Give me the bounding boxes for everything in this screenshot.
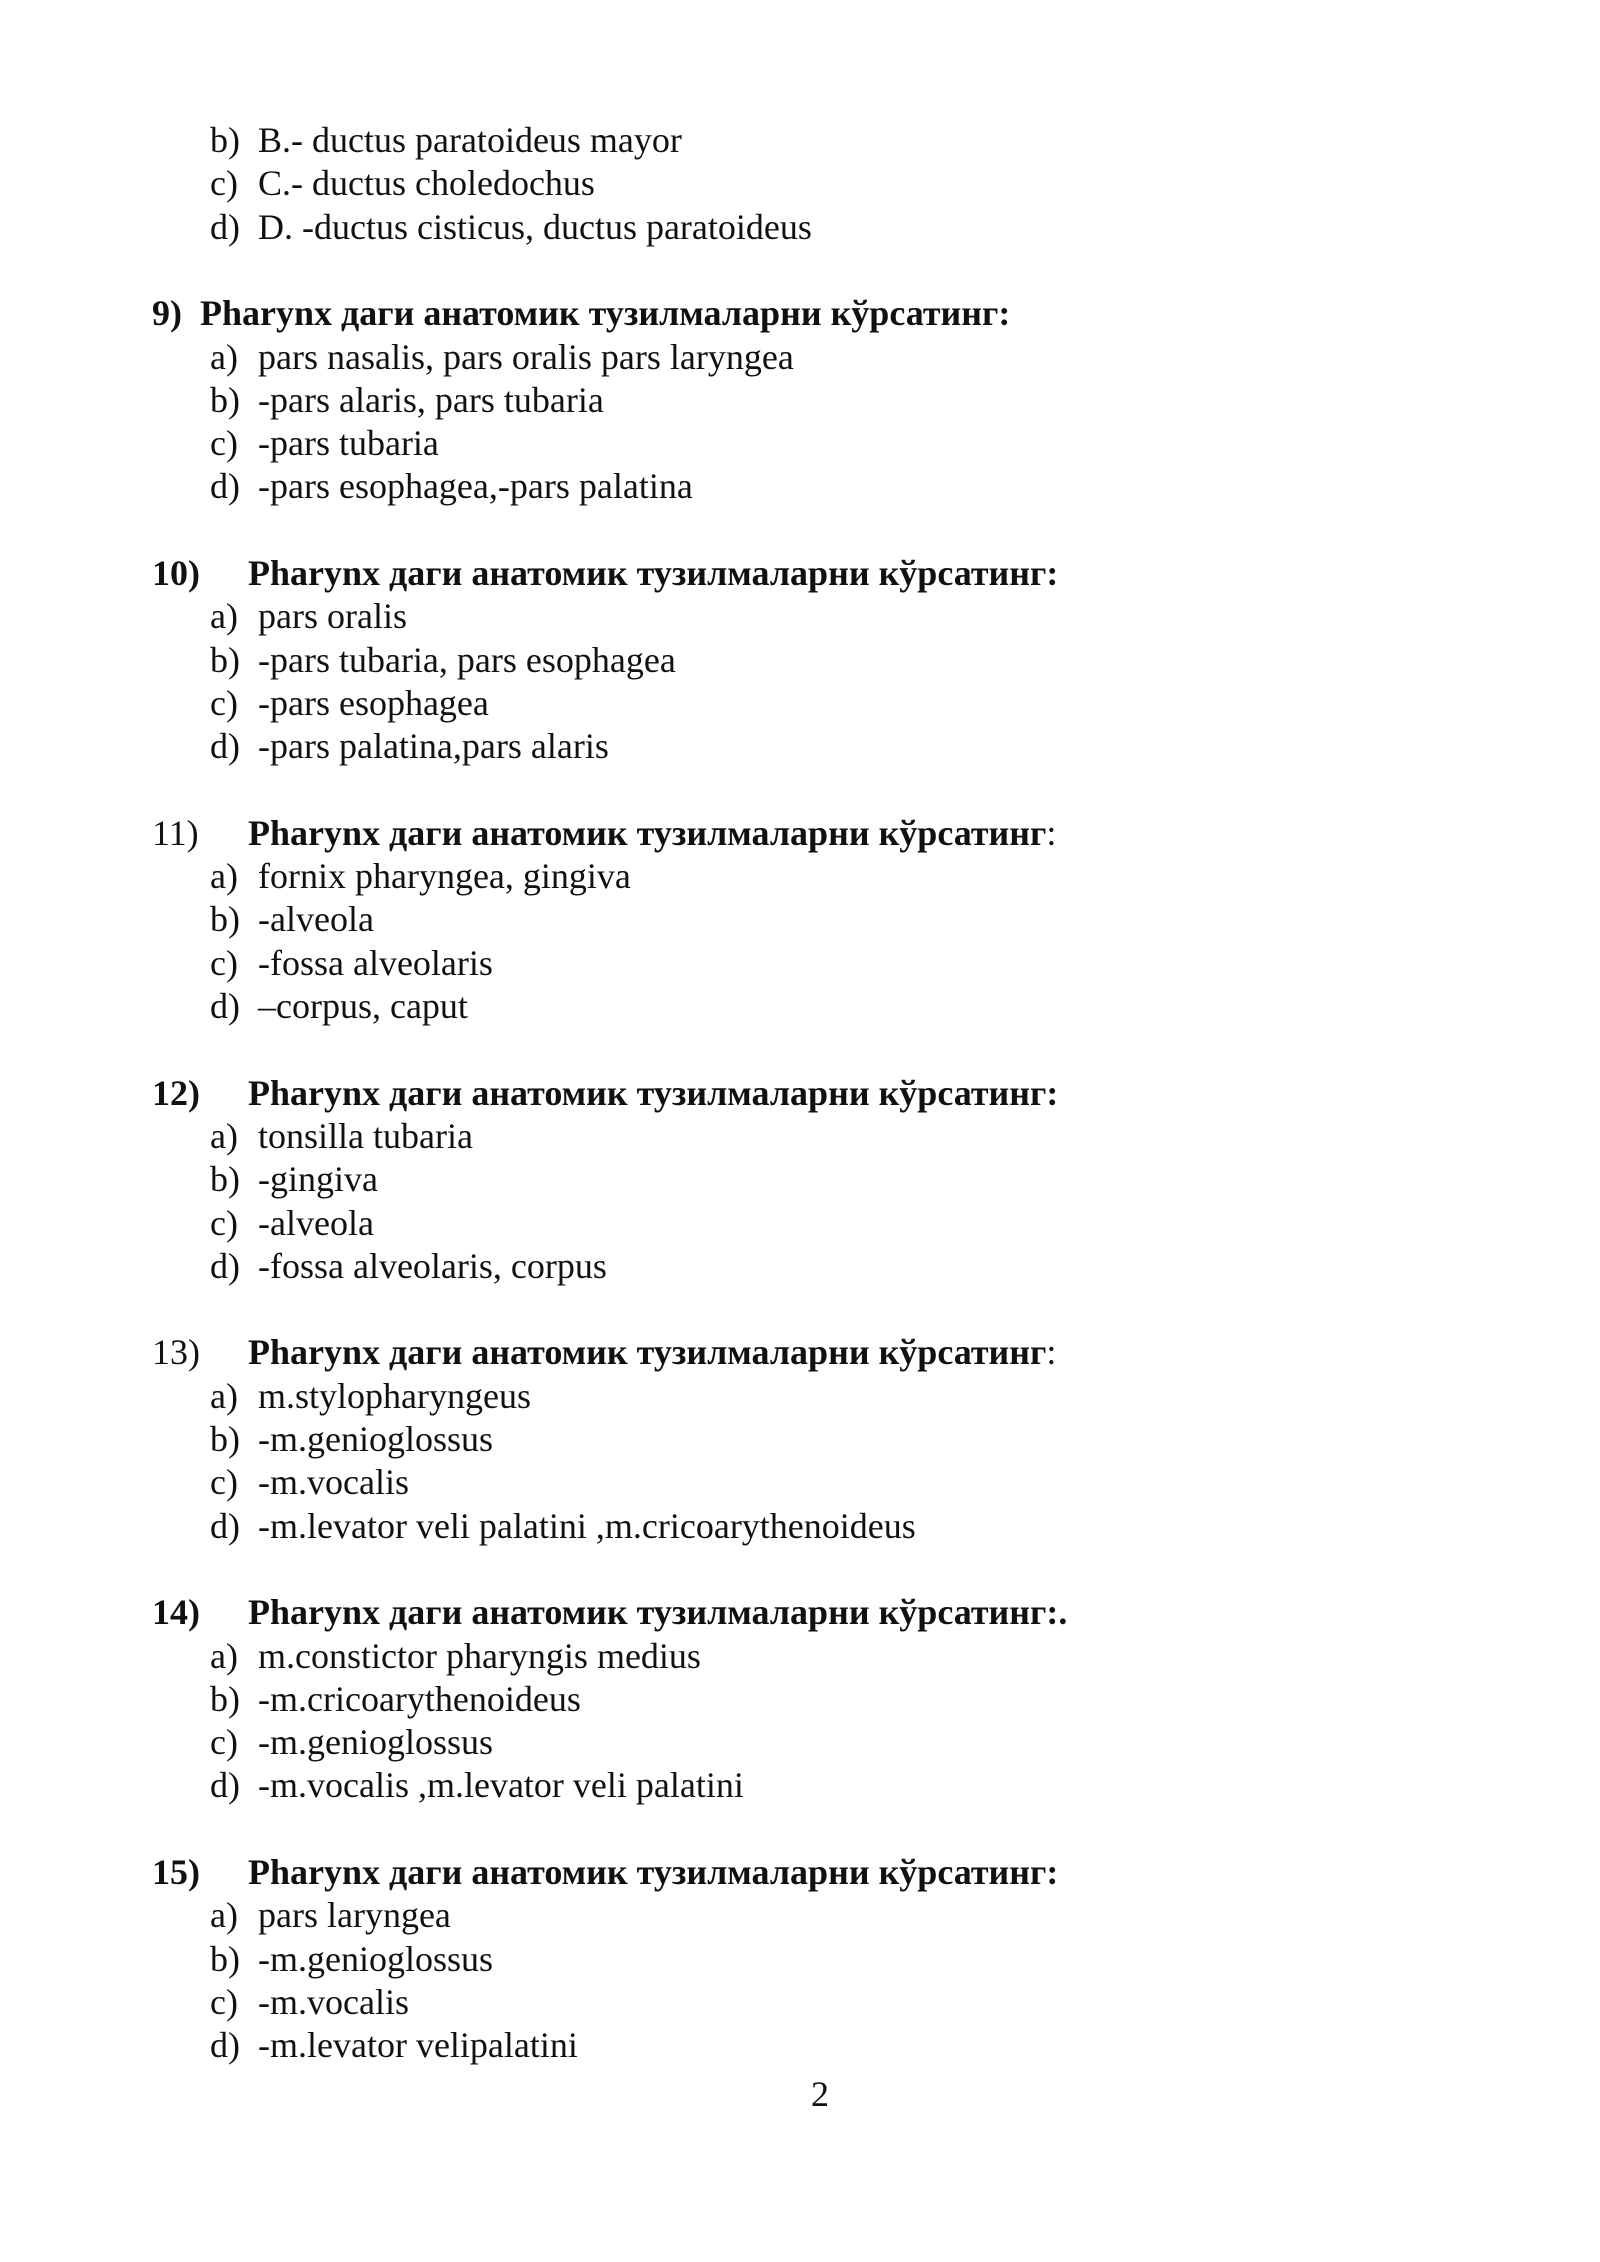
question-text-body: Pharynx даги анатомик тузилмаларни кўрсатинг:: [248, 553, 1059, 593]
option-letter: a): [210, 596, 238, 637]
option-letter: c): [210, 1462, 238, 1503]
question-number: 14): [152, 1592, 200, 1633]
option-letter: c): [210, 163, 238, 204]
option-text: -pars esophagea: [258, 682, 489, 723]
question-text-body: Pharynx даги анатомик тузилмаларни кўрсатинг: [248, 1332, 1047, 1373]
option-letter: b): [210, 1419, 240, 1459]
option-letter: a): [210, 1635, 238, 1676]
option-text: tonsilla tubaria: [258, 1115, 473, 1156]
option-letter: a): [210, 1375, 238, 1416]
question-number: 15): [152, 1852, 200, 1892]
option-text: -pars tubaria: [258, 423, 439, 464]
question-number: 10): [152, 553, 200, 593]
question-text: [248, 1330, 1056, 1374]
option-text: D. -ductus cisticus, ductus paratoideus: [258, 206, 812, 247]
option-text: pars oralis: [258, 596, 407, 637]
option-text: m.stylopharyngeus: [258, 1375, 531, 1416]
option-letter: b): [210, 899, 240, 940]
option-letter: c): [210, 1202, 238, 1243]
question-trailing-punctuation: :: [1046, 812, 1057, 853]
option-letter: d): [210, 1505, 240, 1546]
question-text-body: Pharynx даги анатомик тузилмаларни кўрсатинг:: [200, 293, 1011, 334]
option-text: -m.genioglossus: [258, 1419, 494, 1459]
question-text-body: Pharynx даги анатомик тузилмаларни кўрсатинг: [248, 812, 1047, 853]
option-letter: d): [210, 206, 240, 247]
question-text-body: Pharynx даги анатомик тузилмаларни кўрсатинг:: [248, 1072, 1059, 1113]
option-text: -m.levator veli palatini ,m.cricoarythenoideus: [258, 1505, 916, 1546]
option-letter: c): [210, 682, 238, 723]
question-number: 13): [152, 1332, 200, 1373]
option-text: -pars palatina,pars alaris: [258, 726, 609, 767]
option-letter: d): [210, 1245, 240, 1286]
question-text: [248, 551, 1058, 595]
option-text: -m.vocalis: [258, 1981, 409, 2022]
option-text: pars laryngea: [258, 1895, 451, 1936]
option-text: -m.vocalis: [258, 1462, 409, 1503]
option-text: -fossa alveolaris, corpus: [258, 1245, 607, 1286]
option-letter: b): [210, 379, 240, 420]
question-trailing-punctuation: :: [1046, 1332, 1057, 1373]
option-letter: a): [210, 1115, 238, 1156]
option-text: -m.vocalis ,m.levator veli palatini: [258, 1765, 744, 1806]
option-letter: b): [210, 1938, 240, 1979]
option-letter: c): [210, 1981, 238, 2022]
option-letter: b): [210, 639, 240, 680]
option-text: C.- ductus choledochus: [258, 163, 595, 204]
option-text: –corpus, caput: [258, 986, 468, 1026]
question-number: 11): [152, 812, 199, 853]
question-number: 9): [152, 293, 182, 334]
option-text: -gingiva: [258, 1159, 378, 1200]
option-text: -m.levator velipalatini: [258, 2025, 578, 2066]
question-number: 12): [152, 1072, 200, 1113]
option-text: -pars esophagea,-pars palatina: [258, 466, 693, 507]
option-letter: c): [210, 423, 238, 464]
option-text: -alveola: [258, 899, 374, 940]
option-letter: d): [210, 726, 240, 767]
option-letter: c): [210, 1722, 238, 1763]
option-text: -pars tubaria, pars esophagea: [258, 639, 676, 680]
option-text: B.- ductus paratoideus mayor: [258, 120, 682, 160]
option-letter: d): [210, 2025, 240, 2066]
option-text: -pars alaris, pars tubaria: [258, 379, 604, 420]
option-letter: d): [210, 1765, 240, 1806]
option-letter: c): [210, 942, 238, 983]
option-text: -alveola: [258, 1202, 374, 1243]
option-text: -fossa alveolaris: [258, 942, 493, 983]
page-number: 2: [811, 2074, 829, 2114]
question-text: [248, 1071, 1058, 1115]
question-text-body: Pharynx даги анатомик тузилмаларни кўрсатинг:: [248, 1852, 1059, 1892]
option-text: pars nasalis, pars oralis pars laryngea: [258, 336, 794, 377]
option-letter: b): [210, 1678, 240, 1719]
question-text: [248, 1590, 1067, 1634]
option-letter: a): [210, 1895, 238, 1936]
option-letter: d): [210, 986, 240, 1026]
question-text-body: Pharynx даги анатомик тузилмаларни кўрсатинг:.: [248, 1592, 1068, 1633]
option-letter: a): [210, 856, 238, 897]
option-text: -m.genioglossus: [258, 1938, 494, 1979]
option-letter: d): [210, 466, 240, 507]
option-text: -m.cricoarythenoideus: [258, 1678, 581, 1719]
option-letter: a): [210, 336, 238, 377]
option-text: -m.genioglossus: [258, 1722, 494, 1763]
option-text: fornix pharyngea, gingiva: [258, 856, 631, 897]
question-text: [248, 1850, 1058, 1894]
option-letter: b): [210, 1159, 240, 1200]
question-text: [200, 291, 1010, 335]
option-text: m.constictor pharyngis medius: [258, 1635, 701, 1676]
option-letter: b): [210, 120, 240, 160]
question-text: [248, 811, 1056, 855]
